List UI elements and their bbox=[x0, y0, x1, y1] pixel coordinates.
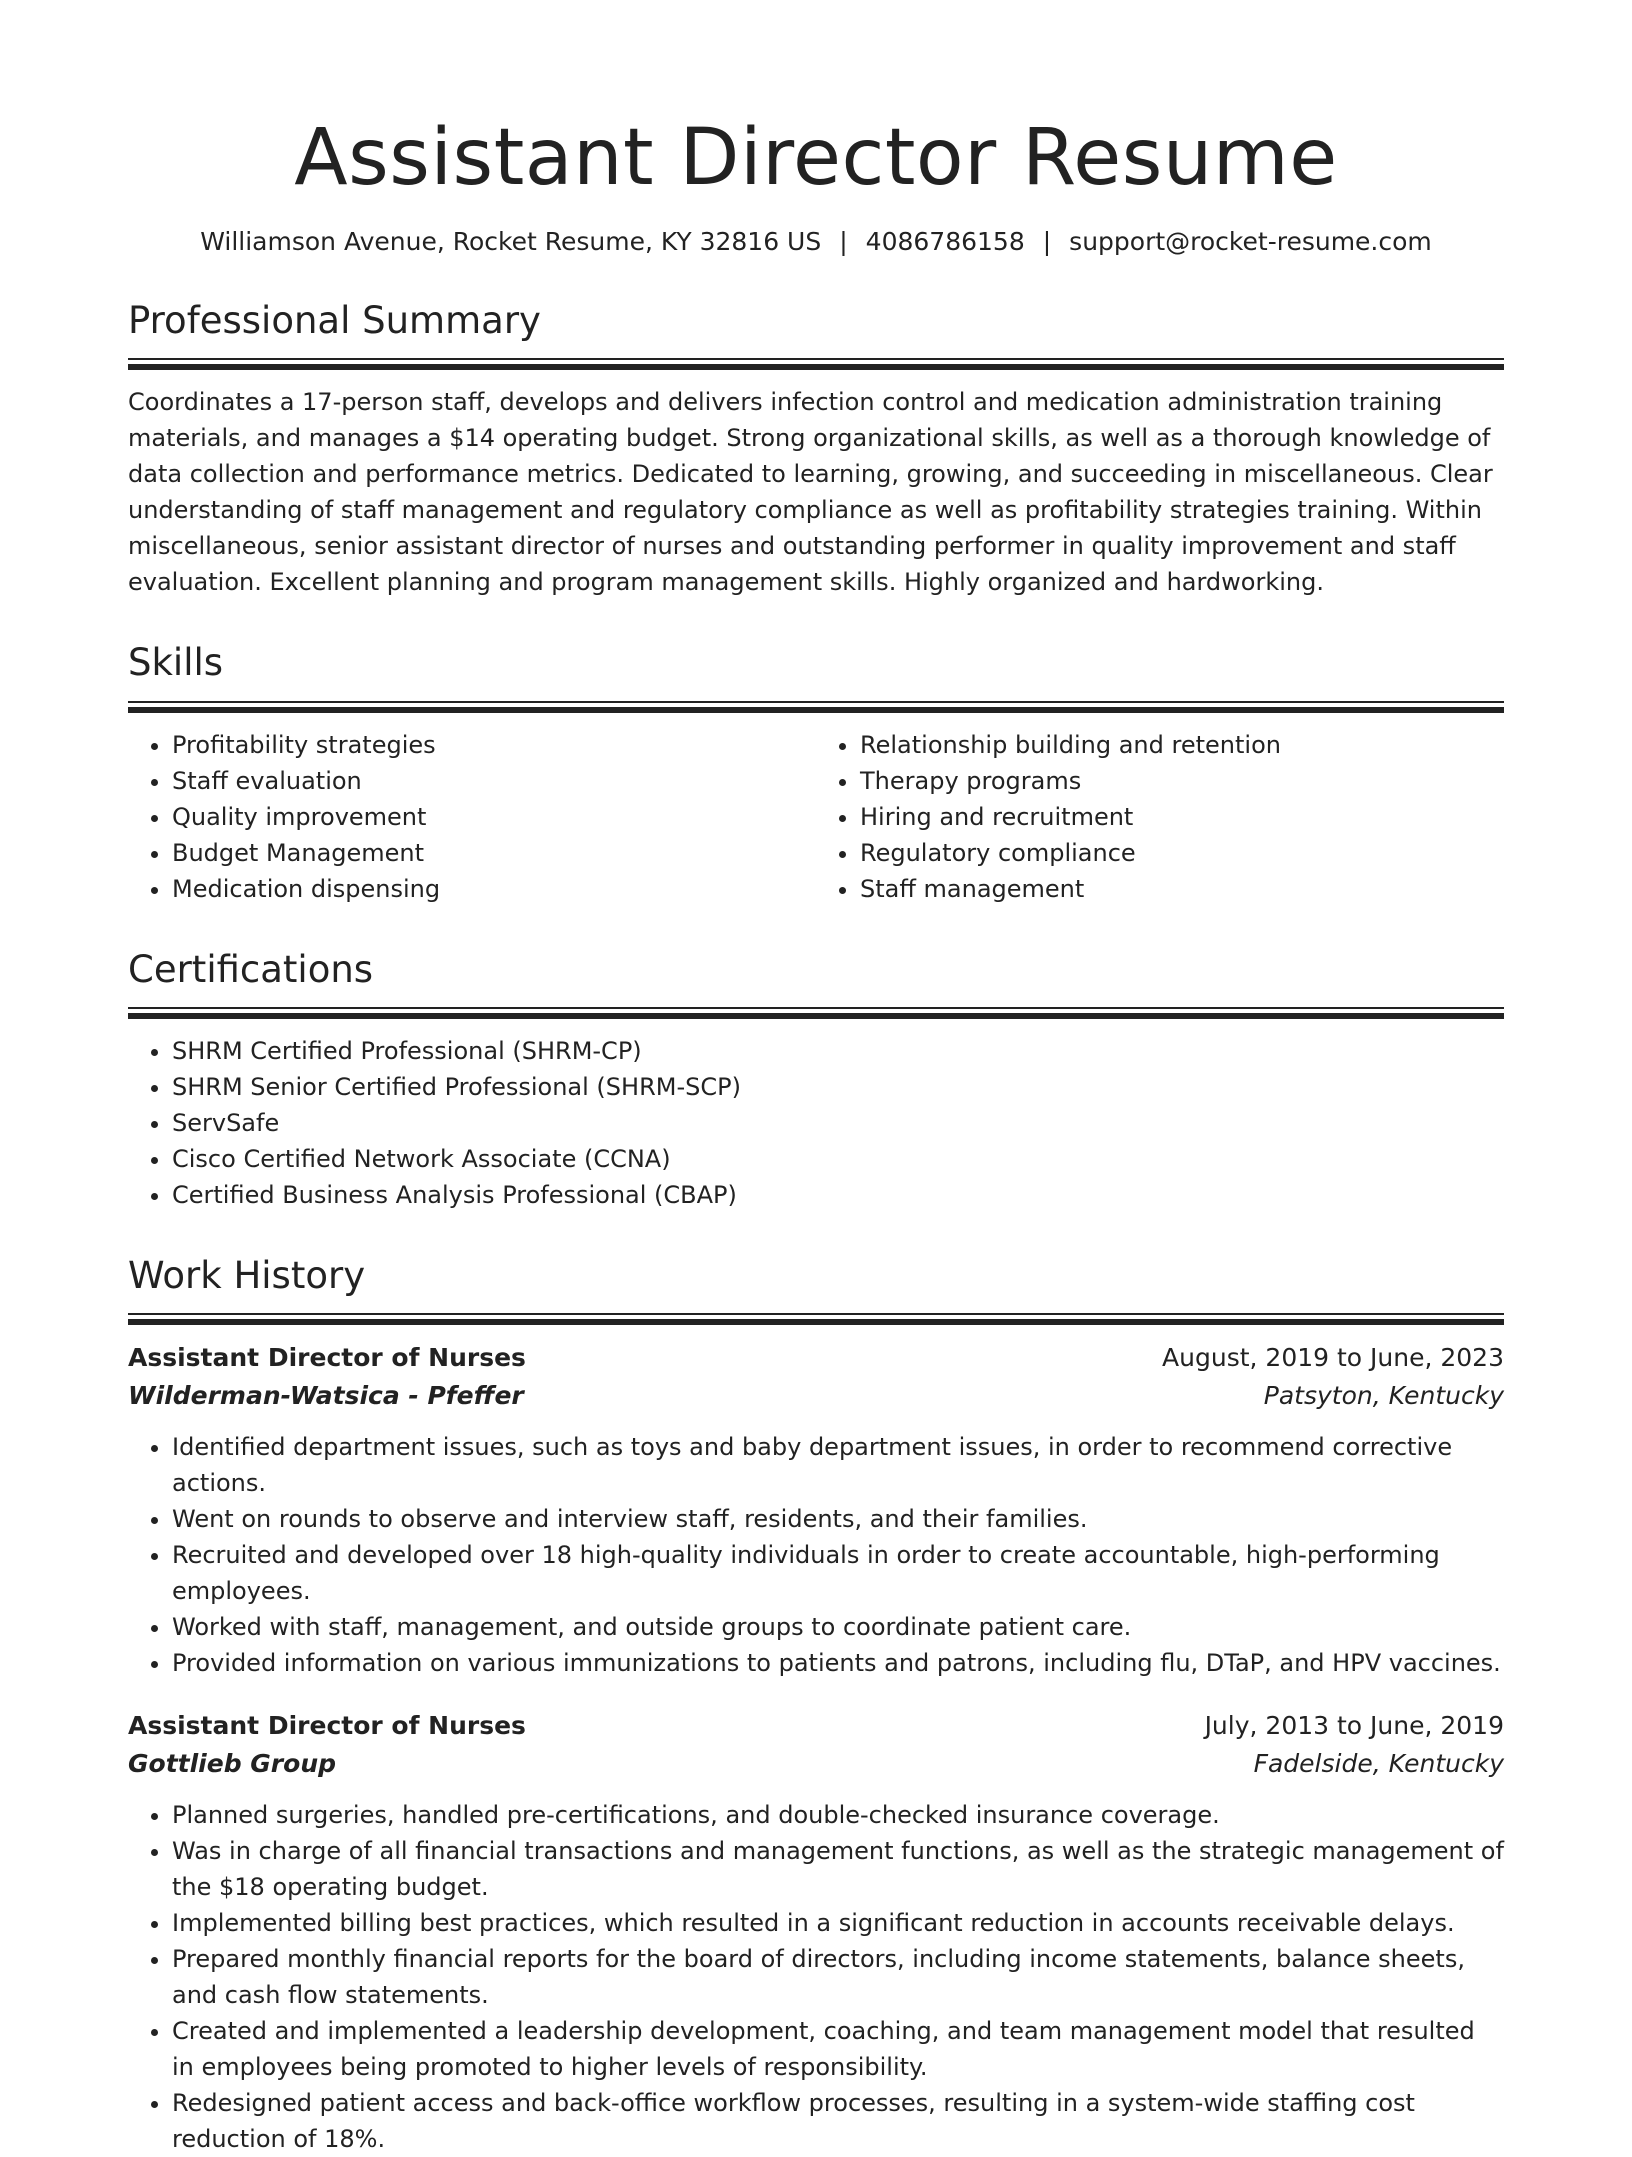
job-company: Wilderman-Watsica - Pfeffer bbox=[128, 1381, 524, 1411]
section-divider bbox=[128, 701, 1504, 713]
job-title: Assistant Director of Nurses bbox=[128, 1711, 526, 1741]
job-header-row bbox=[128, 1707, 1504, 1745]
skills-list-right bbox=[816, 727, 1504, 907]
job-duty: • Implemented billing best practices, which resulted in a significant reduction in accounts receivable delays. bbox=[172, 1905, 1504, 1941]
job-header-row bbox=[128, 1339, 1504, 1377]
job-dates: July, 2013 to June, 2019 bbox=[1204, 1711, 1504, 1741]
job-location: Fadelside, Kentucky bbox=[1253, 1749, 1504, 1779]
certification-item: • SHRM Senior Certified Professional (SHRM-SCP) bbox=[172, 1069, 1504, 1105]
skill-item: • Quality improvement bbox=[172, 799, 816, 835]
section-divider bbox=[128, 1007, 1504, 1019]
job-duty: • Prepared monthly financial reports for the board of directors, including income statements, balance sheets, and cash flow statements. bbox=[172, 1941, 1504, 2013]
contact-email: support@rocket-resume.com bbox=[1069, 226, 1432, 256]
contact-separator: | bbox=[1042, 226, 1052, 256]
certifications-list bbox=[128, 1033, 1504, 1213]
skills-columns bbox=[128, 727, 1504, 907]
contact-phone: 4086786158 bbox=[865, 226, 1025, 256]
contact-line bbox=[128, 226, 1504, 259]
job-company: Gottlieb Group bbox=[128, 1749, 337, 1779]
job-duty: • Created and implemented a leadership development, coaching, and team management model that resulted in employees being promoted to higher levels of responsibility. bbox=[172, 2013, 1504, 2085]
job-duty: • Planned surgeries, handled pre-certifications, and double-checked insurance coverage. bbox=[172, 1797, 1504, 1833]
job-duty: • Identified department issues, such as toys and baby department issues, in order to recommend corrective actions. bbox=[172, 1429, 1504, 1501]
job-duties-list bbox=[128, 1797, 1504, 2157]
skill-item: • Profitability strategies bbox=[172, 727, 816, 763]
contact-address: Williamson Avenue, Rocket Resume, KY 32816 US bbox=[200, 226, 822, 256]
skill-item: • Regulatory compliance bbox=[860, 835, 1504, 871]
summary-text: Coordinates a 17-person staff, develops and delivers infection control and medication administration training materials, and manages a $14 operating budget. Strong organizational skills, as well as a thorough knowledge of data collection and performance metrics. Dedicated to learning, growing, and succeeding in miscellaneous. Clear understanding of staff management and regulatory compliance as well as profitability strategies training. Within miscellaneous, senior assistant director of nurses and outstanding performer in quality improvement and staff evaluation. Excellent planning and program management skills. Highly organized and hardworking. bbox=[128, 388, 1493, 597]
skill-item: • Relationship building and retention bbox=[860, 727, 1504, 763]
job-location: Patsyton, Kentucky bbox=[1263, 1381, 1504, 1411]
job-duties-list bbox=[128, 1429, 1504, 1681]
job-company-row bbox=[128, 1745, 1504, 1783]
job-company-row bbox=[128, 1377, 1504, 1415]
section-divider bbox=[128, 1313, 1504, 1325]
job-entry bbox=[128, 1339, 1504, 1681]
certification-item: • ServSafe bbox=[172, 1105, 1504, 1141]
work-history-section bbox=[128, 1253, 1504, 2157]
job-duty: • Was in charge of all financial transactions and management functions, as well as the strategic management of the $18 operating budget. bbox=[172, 1833, 1504, 1905]
skill-item: • Staff evaluation bbox=[172, 763, 816, 799]
certifications-section bbox=[128, 947, 1504, 1213]
job-duty: • Redesigned patient access and back-office workflow processes, resulting in a system-wide staffing cost reduction of 18%. bbox=[172, 2085, 1504, 2157]
skills-list-left bbox=[128, 727, 816, 907]
skill-item: • Budget Management bbox=[172, 835, 816, 871]
certification-item: • Certified Business Analysis Professional (CBAP) bbox=[172, 1177, 1504, 1213]
job-duty: • Provided information on various immunizations to patients and patrons, including flu, DTaP, and HPV vaccines. bbox=[172, 1645, 1504, 1681]
skill-item: • Medication dispensing bbox=[172, 871, 816, 907]
summary-section bbox=[128, 298, 1504, 600]
job-duty: • Worked with staff, management, and outside groups to coordinate patient care. bbox=[172, 1609, 1504, 1645]
certifications-heading: Certifications bbox=[128, 947, 374, 991]
skill-item: • Therapy programs bbox=[860, 763, 1504, 799]
skills-heading: Skills bbox=[128, 641, 224, 685]
job-title: Assistant Director of Nurses bbox=[128, 1343, 526, 1373]
resume-title: Assistant Director Resume bbox=[294, 113, 1338, 203]
skill-item: • Hiring and recruitment bbox=[860, 799, 1504, 835]
job-duty: • Recruited and developed over 18 high-quality individuals in order to create accountable, high-performing employees. bbox=[172, 1537, 1504, 1609]
skill-item: • Staff management bbox=[860, 871, 1504, 907]
job-duty: • Went on rounds to observe and interview staff, residents, and their families. bbox=[172, 1501, 1504, 1537]
work-history-heading: Work History bbox=[128, 1253, 366, 1297]
job-dates: August, 2019 to June, 2023 bbox=[1162, 1343, 1504, 1373]
job-entry bbox=[128, 1707, 1504, 2157]
contact-separator: | bbox=[839, 226, 848, 256]
skills-section bbox=[128, 640, 1504, 906]
summary-heading: Professional Summary bbox=[128, 299, 541, 343]
section-divider bbox=[128, 358, 1504, 370]
certification-item: • Cisco Certified Network Associate (CCNA) bbox=[172, 1141, 1504, 1177]
certification-item: • SHRM Certified Professional (SHRM-CP) bbox=[172, 1033, 1504, 1069]
